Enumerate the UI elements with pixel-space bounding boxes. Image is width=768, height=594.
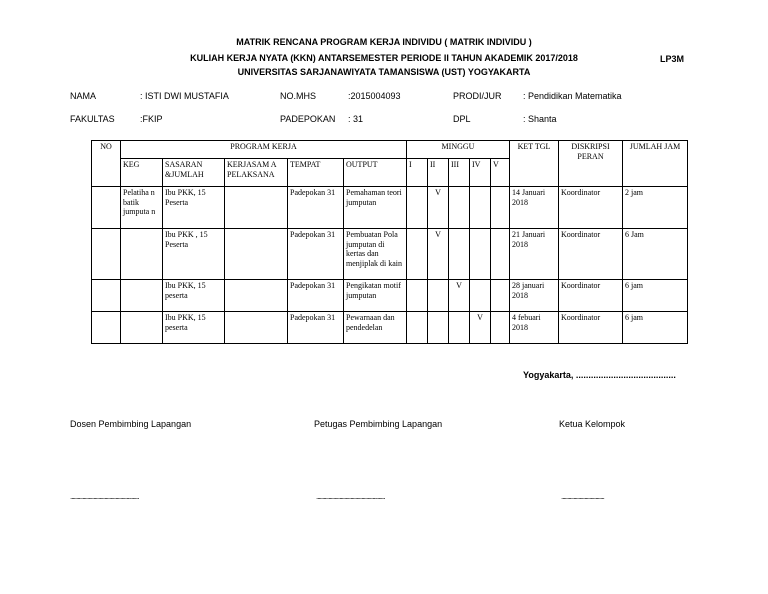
row-week-5 [491, 312, 510, 344]
subheader-sasaran: SASARAN &JUMLAH [163, 159, 225, 187]
row-output: Pembuatan Pola jumputan di kertas dan menjiplak di kain [344, 229, 407, 280]
row-output: Pengikatan motif jumputan [344, 280, 407, 312]
prodi-label: PRODI/JUR [453, 91, 502, 101]
nomhs-label: NO.MHS [280, 91, 316, 101]
row-kegiatan [121, 312, 163, 344]
row-sasaran: Ibu PKK , 15 Peserta [163, 229, 225, 280]
row-kegiatan: Pelatiha n batik jumputa n [121, 187, 163, 229]
row-week-5 [491, 187, 510, 229]
row-tanggal: 21 Januari 2018 [510, 229, 559, 280]
dpl-value: : Shanta [523, 114, 557, 124]
row-week-4 [470, 229, 491, 280]
row-sasaran: Ibu PKK, 15 Peserta [163, 187, 225, 229]
row-no [92, 187, 121, 229]
subheader-week-5: V [491, 159, 510, 187]
row-tanggal: 4 febuari 2018 [510, 312, 559, 344]
row-kerjasama [225, 280, 288, 312]
row-kerjasama [225, 312, 288, 344]
institution-code: LP3M [659, 54, 684, 64]
header-ket-tgl: KET TGL [510, 141, 559, 187]
ketua-signature-line: ................................... [561, 492, 604, 501]
row-output: Pewarnaan dan pendedelan [344, 312, 407, 344]
header-jumlah-jam: JUMLAH JAM [623, 141, 688, 187]
row-output: Pemahaman teori jumputan [344, 187, 407, 229]
nomhs-value: :2015004093 [348, 91, 401, 101]
row-sasaran: Ibu PKK, 15 peserta [163, 280, 225, 312]
row-week-2 [428, 280, 449, 312]
row-week-2: V [428, 187, 449, 229]
program-matrix-table [91, 140, 688, 344]
row-week-5 [491, 229, 510, 280]
header-deskripsi-peran: DISKRIPSI PERAN [559, 141, 623, 187]
row-week-1 [407, 229, 428, 280]
row-tempat: Padepokan 31 [288, 312, 344, 344]
row-week-3 [449, 187, 470, 229]
row-week-4: V [470, 312, 491, 344]
petugas-signature-line: ........................................................ [316, 492, 385, 501]
row-week-5 [491, 280, 510, 312]
row-kerjasama [225, 187, 288, 229]
row-tempat: Padepokan 31 [288, 280, 344, 312]
prodi-value: : Pendidikan Matematika [523, 91, 622, 101]
row-week-3 [449, 229, 470, 280]
ketua-kelompok-label: Ketua Kelompok [559, 419, 626, 429]
header-program-kerja: PROGRAM KERJA [121, 141, 407, 159]
header-minggu: MINGGU [407, 141, 510, 159]
subheader-week-1: I [407, 159, 428, 187]
subheader-week-2: II [428, 159, 449, 187]
row-no [92, 312, 121, 344]
row-tempat: Padepokan 31 [288, 187, 344, 229]
row-week-4 [470, 187, 491, 229]
row-kegiatan [121, 280, 163, 312]
row-kegiatan [121, 229, 163, 280]
row-week-3 [449, 312, 470, 344]
row-peran: Koordinator [559, 280, 623, 312]
row-tempat: Padepokan 31 [288, 229, 344, 280]
dosen-pembimbing-label: Dosen Pembimbing Lapangan [70, 419, 192, 429]
row-jam: 6 jam [623, 280, 688, 312]
fakultas-value: :FKIP [140, 114, 163, 124]
subheader-week-4: IV [470, 159, 491, 187]
padepokan-value: : 31 [348, 114, 364, 124]
row-week-2 [428, 312, 449, 344]
title-line-2: KULIAH KERJA NYATA (KKN) ANTARSEMESTER PERIODE II TAHUN AKADEMIK 2017/2018 [190, 53, 578, 63]
row-week-1 [407, 312, 428, 344]
table-row [92, 187, 688, 229]
table-row [92, 312, 688, 344]
subheader-tempat: TEMPAT [288, 159, 344, 187]
dpl-label: DPL [453, 114, 471, 124]
row-week-4 [470, 280, 491, 312]
petugas-pembimbing-label: Petugas Pembimbing Lapangan [314, 419, 443, 429]
nama-label: NAMA [70, 91, 97, 101]
row-peran: Koordinator [559, 312, 623, 344]
subheader-keg: KEG [121, 159, 163, 187]
row-week-1 [407, 280, 428, 312]
title-line-3: UNIVERSITAS SARJANAWIYATA TAMANSISWA (UST) YOGYAKARTA [237, 67, 531, 77]
row-week-2: V [428, 229, 449, 280]
row-jam: 6 jam [623, 312, 688, 344]
table-row [92, 229, 688, 280]
padepokan-label: PADEPOKAN [280, 114, 336, 124]
row-jam: 6 Jam [623, 229, 688, 280]
dosen-signature-line: ........................................................ [70, 492, 139, 501]
header-row [92, 141, 688, 159]
row-kerjasama [225, 229, 288, 280]
subheader-kerjasama: KERJASAM A PELAKSANA [225, 159, 288, 187]
subheader-output: OUTPUT [344, 159, 407, 187]
title-line-1: MATRIK RENCANA PROGRAM KERJA INDIVIDU ( MATRIK INDIVIDU ) [236, 37, 532, 47]
table-row [92, 280, 688, 312]
nama-value: : ISTI DWI MUSTAFIA [140, 91, 229, 101]
row-peran: Koordinator [559, 229, 623, 280]
row-week-3: V [449, 280, 470, 312]
row-sasaran: Ibu PKK, 15 peserta [163, 312, 225, 344]
row-no [92, 280, 121, 312]
fakultas-label: FAKULTAS [70, 114, 115, 124]
row-tanggal: 28 januari 2018 [510, 280, 559, 312]
row-tanggal: 14 Januari 2018 [510, 187, 559, 229]
header-no: NO [92, 141, 121, 187]
row-week-1 [407, 187, 428, 229]
row-jam: 2 jam [623, 187, 688, 229]
row-no [92, 229, 121, 280]
subheader-week-3: III [449, 159, 470, 187]
row-peran: Koordinator [559, 187, 623, 229]
place-date: Yogyakarta, ........................................ [523, 370, 676, 380]
